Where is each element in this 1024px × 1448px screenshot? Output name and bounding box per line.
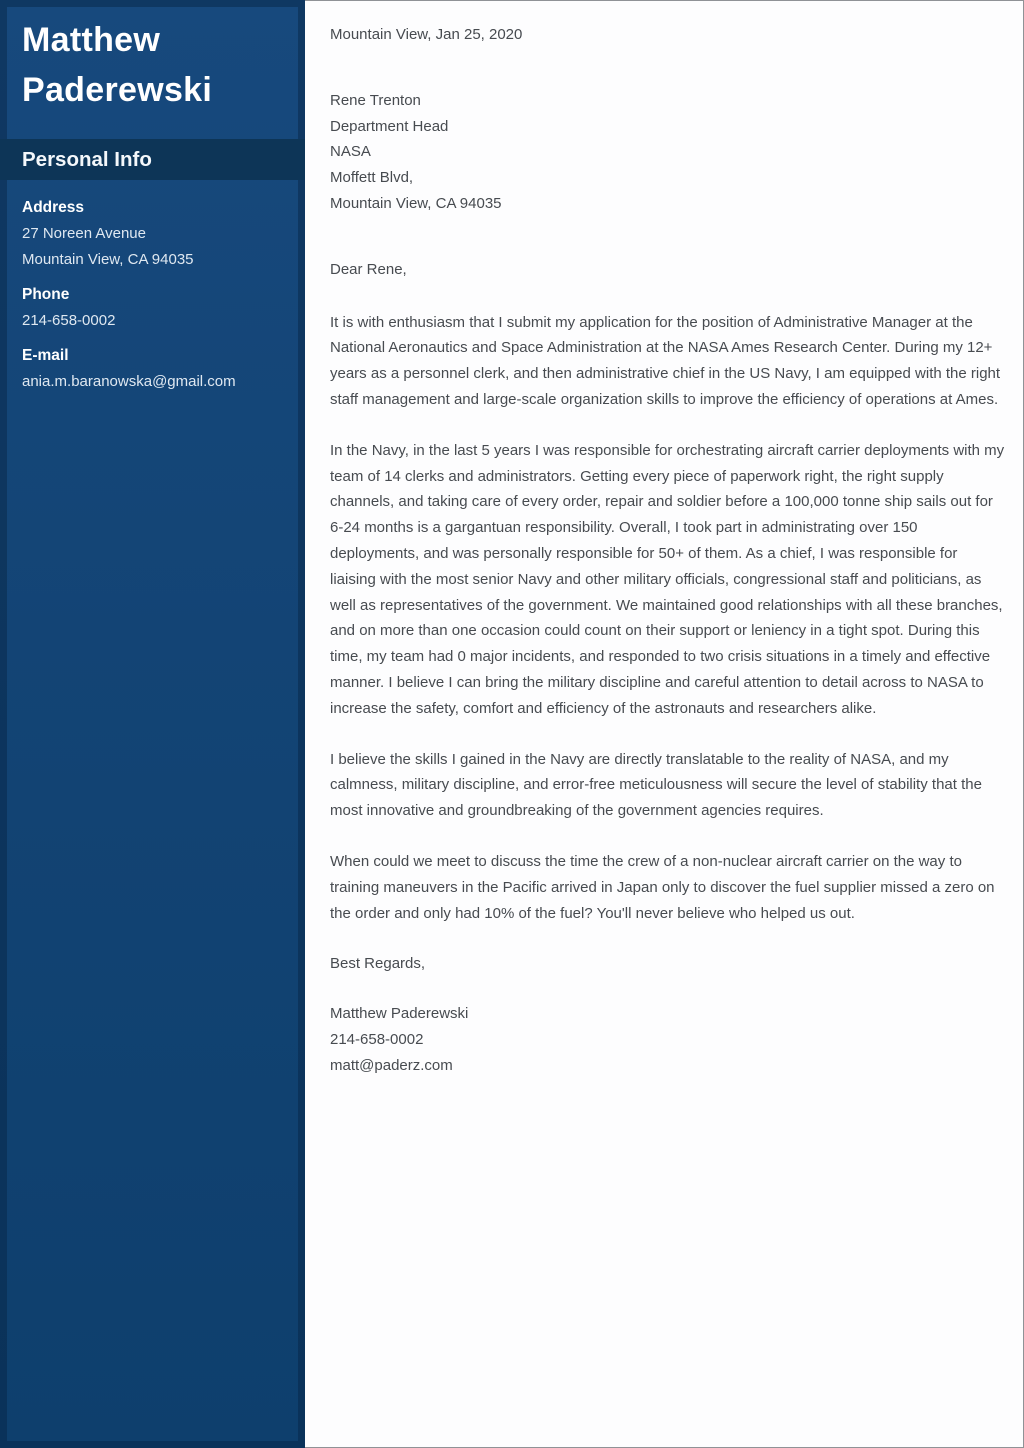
letter-date: Mountain View, Jan 25, 2020	[330, 26, 523, 43]
recipient-name: Rene Trenton	[330, 91, 421, 109]
signature-name: Matthew Paderewski	[330, 1005, 469, 1023]
recipient-city: Mountain View, CA 94035	[330, 194, 502, 212]
recipient-block	[330, 88, 1005, 217]
personal-info-section-title: Personal Info	[22, 147, 152, 171]
letter-body	[305, 0, 1024, 1448]
salutation: Dear Rene,	[330, 260, 407, 278]
recipient-street: Moffett Blvd,	[330, 169, 414, 187]
letter-paragraph-2: In the Navy, in the last 5 years I was responsible for orchestrating aircraft carrier deployments with my team of 14 clerks and administrators. Getting every piece of paperwork right, the right supply channels, and taking care of every order, repair and soldier before a 100,000 tonne ship sails out for 6-24 months is a gargantuan responsibility. Overall, I took part in administrating over 150 deployments, and was personally responsible for 50+ of them. As a chief, I was responsible for liaising with the most senior Navy and other military officials, congressional staff and politicians, as well as representatives of the government. We maintained good relationships with all these branches, and on more than one occasion could count on their support or leniency in a tight spot. During this time, my team had 0 major incidents, and responded to two crisis situations in a timely and effective manner. I believe I can bring the military discipline and careful attention to detail across to NASA to increase the safety, comfort and efficiency of the astronauts and researchers alike.	[330, 441, 1005, 717]
signature-email: matt@paderz.com	[330, 1056, 453, 1074]
personal-info-section-header	[0, 139, 305, 180]
letter-paragraph-4: When could we meet to discuss the time the crew of a non-nuclear aircraft carrier on the way to training maneuvers in the Pacific arrived in Japan only to discover the fuel supplier missed a zero on the order and only had 10% of the fuel? You'll never believe who helped us out.	[330, 852, 995, 922]
address-field	[22, 195, 283, 273]
signature-block	[330, 1001, 1005, 1078]
phone-field	[22, 282, 283, 334]
address-line-2: Mountain View, CA 94035	[22, 251, 194, 268]
letter-paragraph-1: It is with enthusiasm that I submit my application for the position of Administrative Manager at the National Aeronautics and Space Administration at the NASA Ames Research Center. During my 12+ years as a personnel clerk, and then administrative chief in the US Navy, I am equipped with the right staff management and large-scale organization skills to improve the efficiency of operations at Ames.	[330, 313, 1001, 408]
signature-phone: 214-658-0002	[330, 1030, 424, 1048]
address-line-1: 27 Noreen Avenue	[22, 225, 146, 242]
phone-value: 214-658-0002	[22, 312, 116, 329]
email-value: ania.m.baranowska@gmail.com	[22, 373, 236, 390]
candidate-name: Matthew Paderewski	[22, 21, 213, 109]
phone-label: Phone	[22, 286, 70, 303]
email-label: E-mail	[22, 347, 69, 364]
email-field	[22, 343, 283, 395]
recipient-title: Department Head	[330, 117, 449, 135]
personal-info-sidebar	[0, 0, 305, 1448]
recipient-company: NASA	[330, 143, 371, 161]
closing-line: Best Regards,	[330, 955, 426, 973]
contact-fields	[0, 180, 305, 395]
letter-paragraph-3: I believe the skills I gained in the Navy are directly translatable to the reality of NASA, and my calmness, military discipline, and error-free meticulousness will secure the level of stability that the most innovative and groundbreaking of the government agencies requires.	[330, 750, 982, 820]
address-label: Address	[22, 199, 85, 216]
